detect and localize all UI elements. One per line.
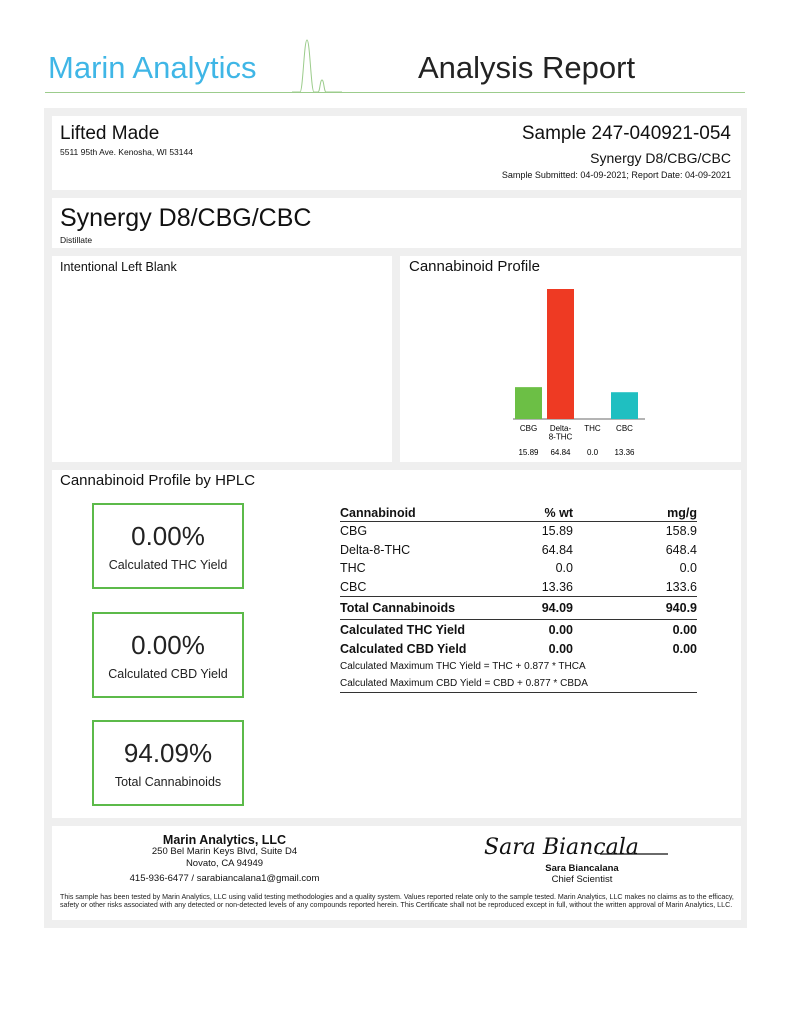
row-percent: 15.89 (541, 524, 573, 539)
row-percent: 0.0 (555, 561, 573, 576)
product-panel (52, 198, 741, 248)
tick-label: Delta- (549, 424, 572, 433)
data-label: 64.84 (550, 448, 571, 457)
cannabinoid-bar-chart (400, 256, 741, 462)
yield-percent: 0.00 (548, 622, 573, 637)
table-row (340, 578, 697, 597)
thc-yield-row (340, 620, 697, 640)
bar-cbg (515, 387, 542, 419)
yield-mg: 0.00 (672, 641, 697, 656)
data-label: 0.0 (586, 448, 599, 457)
tick-label: 8-THC (548, 432, 573, 442)
client-panel (52, 116, 741, 190)
lab-contact: 415-936-6477 / sarabiancalana1@gmail.com (129, 873, 320, 884)
header-divider (45, 92, 745, 93)
row-percent: 64.84 (541, 542, 573, 557)
disclaimer-text: This sample has been tested by Marin Analytics, LLC using valid testing methodologies and a quality system. Values reported relate only to the sample tested. Marin Analytics, LLC makes no claims as to the efficacy, safety or other risks associated with any detected or non-detected levels of any compounds reported herein. This Certificate shall not be reproduced except in full, without the written approval of Marin Analytics, LLC. (60, 893, 734, 910)
tick-label: CBC (616, 424, 633, 433)
yield-percent: 0.00 (548, 641, 573, 656)
hplc-title: Cannabinoid Profile by HPLC (60, 472, 256, 489)
row-percent: 13.36 (541, 579, 573, 594)
header-cannabinoid: Cannabinoid (340, 504, 503, 522)
header-mg-per-g: mg/g (587, 504, 697, 522)
note-row (340, 658, 697, 675)
table-header-row (340, 504, 697, 522)
sample-product: Synergy D8/CBG/CBC (590, 150, 731, 166)
total-mg: 940.9 (587, 597, 697, 620)
thc-yield-value: 0.00% (131, 521, 205, 551)
report-title: Analysis Report (418, 50, 636, 85)
row-mg: 648.4 (665, 542, 697, 557)
lab-address-line2: Novato, CA 94949 (185, 858, 264, 869)
yield-label: Calculated CBD Yield (340, 641, 467, 656)
yield-mg: 0.00 (672, 622, 697, 637)
sample-id: Sample 247-040921-054 (521, 123, 731, 144)
thc-yield-box (92, 503, 244, 589)
note-row (340, 675, 697, 693)
total-cannabinoids-label: Total Cannabinoids (114, 775, 222, 789)
cannabinoid-profile-panel (400, 256, 741, 462)
row-cannabinoid: THC (340, 561, 366, 576)
row-cannabinoid: CBC (340, 579, 367, 594)
tick-label: CBG (519, 424, 538, 433)
total-label: Total Cannabinoids (340, 597, 503, 620)
signer-name: Sara Biancalana (545, 863, 619, 874)
lab-name: Marin Analytics, LLC (162, 833, 287, 847)
total-row (340, 597, 697, 620)
header-percent-wt: % wt (503, 504, 587, 522)
cbd-yield-value: 0.00% (131, 630, 205, 660)
cbd-formula-note: Calculated Maximum CBD Yield = CBD + 0.877 * CBDA (340, 675, 697, 693)
row-mg: 133.6 (665, 579, 697, 594)
row-cannabinoid: CBG (340, 524, 368, 539)
data-label: 15.89 (518, 448, 539, 457)
tick-label: THC (584, 424, 601, 433)
table-row (340, 522, 697, 541)
blank-panel-label: Intentional Left Blank (60, 260, 177, 274)
chromatogram-peak-icon (292, 36, 342, 94)
profile-panel-title: Cannabinoid Profile (409, 258, 540, 275)
lab-address-line1: 250 Bel Marin Keys Blvd, Suite D4 (151, 846, 298, 857)
signature-image (480, 830, 670, 864)
row-cannabinoid: Delta-8-THC (340, 542, 411, 557)
table-row (340, 559, 697, 578)
total-cannabinoids-value: 94.09% (123, 738, 213, 768)
sample-dates: Sample Submitted: 04-09-2021; Report Date: 04-09-2021 (501, 170, 731, 180)
row-mg: 0.0 (679, 561, 697, 576)
brand-logo-text: Marin Analytics (48, 50, 257, 85)
cbd-yield-row (340, 639, 697, 658)
thc-formula-note: Calculated Maximum THC Yield = THC + 0.877 * THCA (340, 661, 586, 672)
table-row (340, 541, 697, 560)
product-name: Synergy D8/CBG/CBC (60, 204, 312, 232)
blank-panel (52, 256, 392, 462)
client-name: Lifted Made (60, 123, 160, 144)
total-percent: 94.09 (503, 597, 587, 620)
cbd-yield-box (92, 612, 244, 698)
client-address: 5511 95th Ave. Kenosha, WI 53144 (60, 147, 193, 157)
product-type: Distillate (60, 235, 93, 245)
bar-cbc (611, 392, 638, 419)
cbd-yield-label: Calculated CBD Yield (108, 667, 228, 681)
yield-label: Calculated THC Yield (340, 622, 466, 637)
thc-yield-label: Calculated THC Yield (108, 558, 228, 572)
cannabinoid-table (340, 504, 697, 693)
signature-text: Sara Biancala (484, 835, 639, 860)
row-mg: 158.9 (665, 524, 697, 539)
bar-delta-8-thc (547, 289, 574, 419)
data-label: 13.36 (614, 448, 635, 457)
signer-title: Chief Scientist (551, 874, 613, 885)
total-cannabinoids-box (92, 720, 244, 806)
